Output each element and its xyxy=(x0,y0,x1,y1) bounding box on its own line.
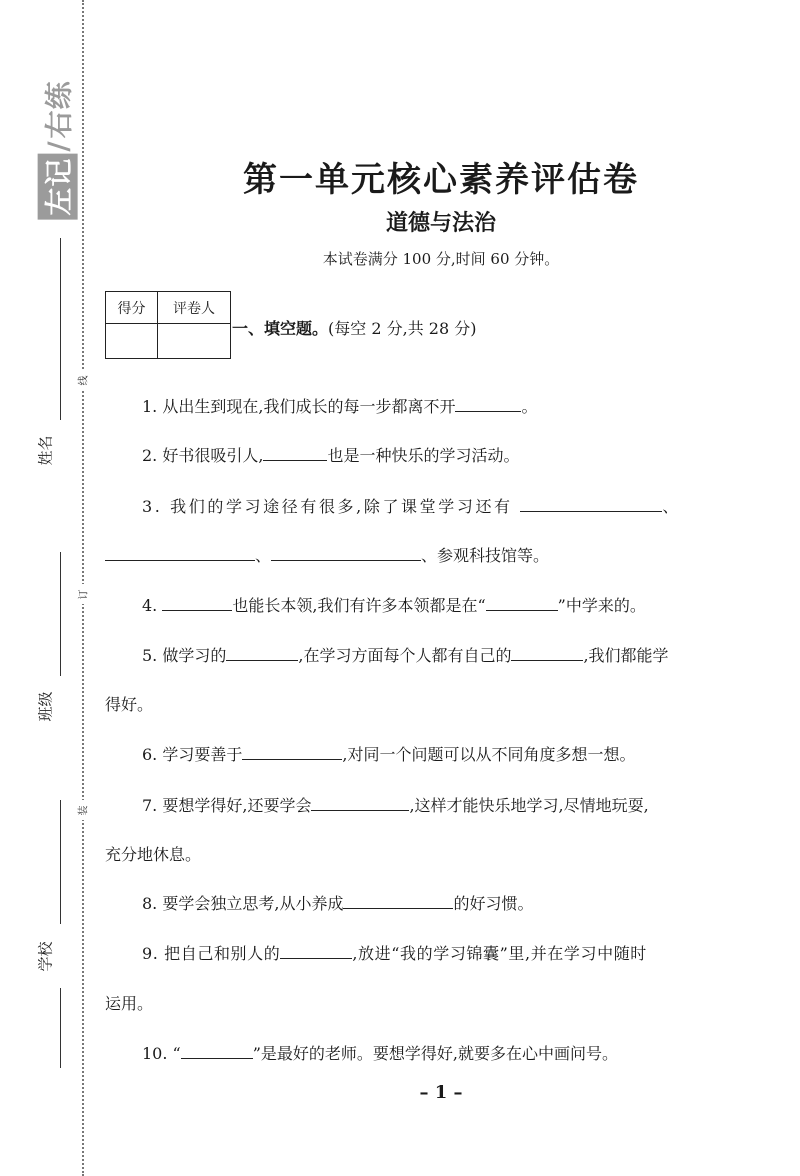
name-field-label: 姓名 xyxy=(36,434,55,466)
answer-blank[interactable] xyxy=(263,444,327,461)
question-10: 10. “ ”是最好的老师。要想学得好,就要多在心中画问号。 xyxy=(142,1044,618,1063)
brand-slash: / xyxy=(41,140,75,152)
answer-blank[interactable] xyxy=(105,544,255,561)
answer-blank[interactable] xyxy=(181,1042,253,1059)
score-cell[interactable] xyxy=(106,324,158,358)
question-8: 8. 要学会独立思考,从小养成 的好习惯。 xyxy=(142,894,534,913)
question-9-cont: 运用。 xyxy=(105,994,154,1013)
question-6: 6. 学习要善于 ,对同一个问题可以从不同角度多想一想。 xyxy=(142,745,636,764)
answer-blank[interactable] xyxy=(486,594,558,611)
answer-blank[interactable] xyxy=(311,794,409,811)
class-write-line[interactable] xyxy=(60,552,61,676)
section-title: 一、填空题。 xyxy=(232,319,329,338)
cut-mark-bind: 装 xyxy=(70,800,94,820)
answer-blank[interactable] xyxy=(343,892,453,909)
grader-header: 评卷人 xyxy=(158,292,230,324)
score-header: 得分 xyxy=(106,292,158,324)
answer-blank[interactable] xyxy=(162,594,232,611)
subject-title: 道德与法治 xyxy=(385,211,496,236)
answer-blank[interactable] xyxy=(271,544,421,561)
question-3-cont: 、 、参观科技馆等。 xyxy=(105,543,549,566)
exam-note: 本试卷满分 100 分,时间 60 分钟。 xyxy=(322,250,560,268)
answer-blank[interactable] xyxy=(280,942,352,959)
section-rule: (每空 2 分,共 28 分) xyxy=(328,319,477,338)
question-9: 9. 把自己和别人的 ,放进“我的学习锦囊”里,并在学习中随时 xyxy=(142,944,647,963)
page-number: – 1 – xyxy=(419,1082,463,1103)
brand-rest-text: 右练 xyxy=(43,80,77,139)
question-7: 7. 要想学得好,还要学会 ,这样才能快乐地学习,尽情地玩耍, xyxy=(142,796,649,815)
grader-cell[interactable] xyxy=(158,324,230,358)
question-2: 2. 好书很吸引人, 也是一种快乐的学习活动。 xyxy=(142,446,520,465)
question-5-cont: 得好。 xyxy=(105,695,154,714)
cut-mark-staple: 订 xyxy=(70,584,94,604)
school-write-line[interactable] xyxy=(60,800,61,924)
answer-blank[interactable] xyxy=(520,495,662,512)
name-write-line[interactable] xyxy=(60,238,61,420)
answer-blank[interactable] xyxy=(511,644,583,661)
cut-mark-line: 线 xyxy=(70,370,94,390)
page-title: 第一单元核心素养评估卷 xyxy=(243,160,639,200)
question-1: 1. 从出生到现在,我们成长的每一步都离不开 。 xyxy=(142,397,538,416)
brand-logo xyxy=(40,80,77,216)
brand-box-text: 左记 xyxy=(38,154,78,220)
school-field-label: 学校 xyxy=(36,940,55,972)
score-table xyxy=(105,291,231,359)
answer-blank[interactable] xyxy=(455,395,521,412)
class-field-label: 班级 xyxy=(36,690,55,722)
answer-blank[interactable] xyxy=(242,743,342,760)
question-3: 3. 我们的学习途径有很多,除了课堂学习还有 、 xyxy=(142,497,681,516)
question-5: 5. 做学习的 ,在学习方面每个人都有自己的 ,我们都能学 xyxy=(142,646,669,665)
section-heading xyxy=(232,316,476,339)
question-4: 4. 也能长本领,我们有许多本领都是在“ ”中学来的。 xyxy=(142,596,646,615)
answer-blank[interactable] xyxy=(226,644,298,661)
bottom-rule-line xyxy=(60,988,61,1068)
question-7-cont: 充分地休息。 xyxy=(105,845,202,864)
